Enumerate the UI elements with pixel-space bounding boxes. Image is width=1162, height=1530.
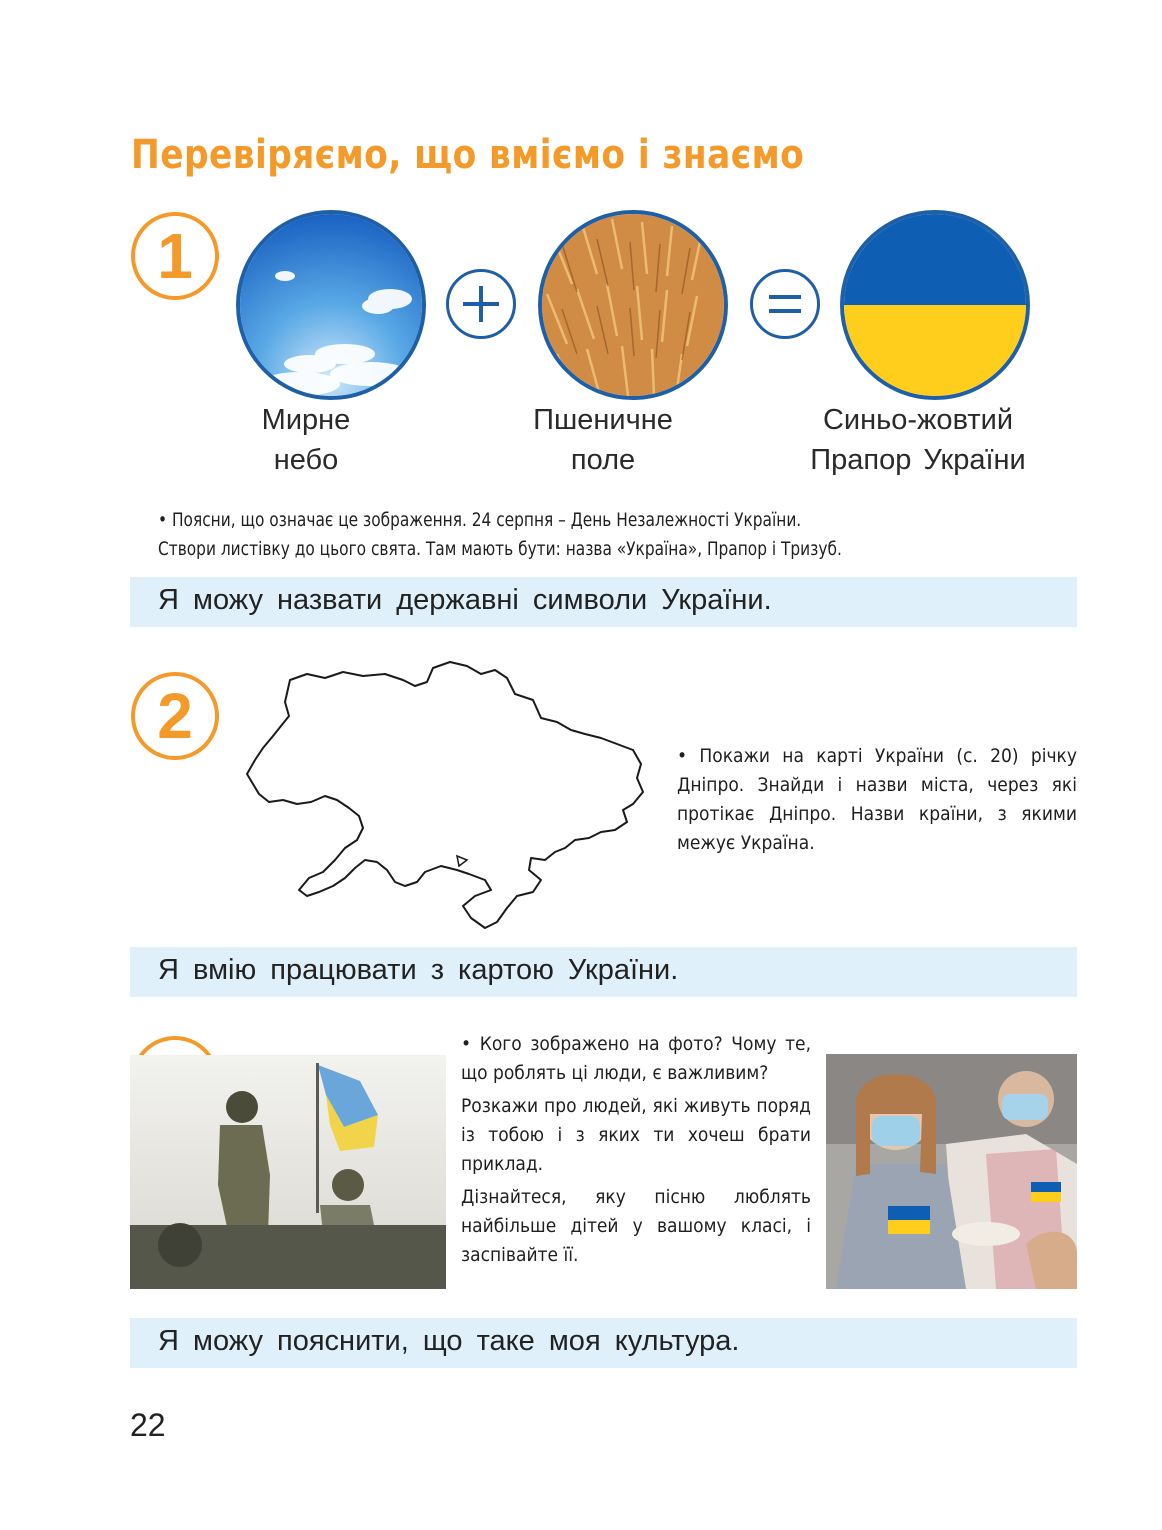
sky-image xyxy=(236,210,426,400)
ukraine-map-outline xyxy=(245,660,645,932)
task3-paragraph-2: Розкажи про людей, які живуть поряд із тобою і з яких ти хочеш брати приклад. xyxy=(461,1095,811,1175)
caption-flag: Синьо-жовтий Прапор України xyxy=(810,404,1026,476)
task-number-2: 2 xyxy=(131,672,219,760)
wheat-field-image xyxy=(538,210,728,400)
banner-task2: Я вмію працювати з картою України. xyxy=(130,947,1077,997)
banner-task1: Я можу назвати державні символи України. xyxy=(130,577,1077,627)
equals-icon xyxy=(750,269,820,339)
ukraine-flag-image xyxy=(840,210,1030,400)
task3-paragraph-1: • Кого зображено на фото? Чому те, що роблять ці люди, є важливим? xyxy=(461,1033,811,1084)
task1-note: • Поясни, що означає це зображення. 24 серпня – День Незалежності України. Створи листівку до цього свята. Там мають бути: назва «Україна», Прапор і Тризуб. xyxy=(158,509,842,560)
caption-sky: Мирне небо xyxy=(261,404,351,476)
volunteers-photo xyxy=(826,1054,1077,1289)
soldiers-photo xyxy=(130,1055,446,1289)
task-number-1: 1 xyxy=(131,212,219,300)
task3-text xyxy=(461,1030,811,1270)
page-title: Перевіряємо, що вміємо і знаємо xyxy=(131,132,805,178)
banner-task3: Я можу пояснити, що таке моя культура. xyxy=(130,1318,1077,1368)
task3-paragraph-3: Дізнайтеся, яку пісню люблять найбільше дітей у вашому класі, і заспівайте її. xyxy=(461,1186,811,1266)
caption-wheat: Пшеничне поле xyxy=(533,404,673,476)
plus-icon xyxy=(446,269,516,339)
task2-note: • Покажи на карті України (с. 20) річку Дніпро. Знайди і назви міста, через які протікає Дніпро. Назви країни, з якими межує Україна. xyxy=(677,745,1077,854)
page-number: 22 xyxy=(130,1407,166,1443)
